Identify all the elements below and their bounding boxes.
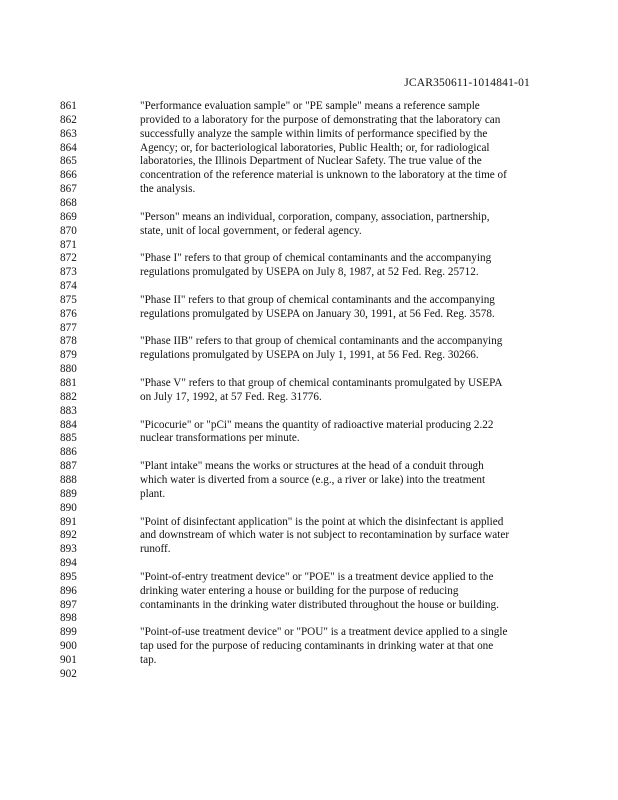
line-text: contaminants in the drinking water distributed throughout the house or building. [140,598,499,611]
line-text: tap used for the purpose of reducing contaminants in drinking water at that one [140,640,494,653]
line-number: 866 [60,169,77,182]
line-number: 895 [60,570,77,583]
line-number: 896 [60,584,77,597]
line-text: "Phase II" refers to that group of chemical contaminants and the accompanying [140,293,495,306]
line-text: and downstream of which water is not subject to recontamination by surface water [140,529,510,542]
line-number: 864 [60,141,77,154]
line-number: 902 [60,667,77,680]
line-text: on July 17, 1992, at 57 Fed. Reg. 31776. [140,390,322,403]
line-text: successfully analyze the sample within limits of performance specified by the [140,127,488,140]
line-text: "Performance evaluation sample" or "PE sample" means a reference sample [140,100,480,112]
line-text: concentration of the reference material is unknown to the laboratory at the time of [140,169,507,182]
line-text: "Person" means an individual, corporation, company, association, partnership, [140,210,490,223]
line-text: runoff. [140,543,171,556]
line-number: 883 [60,404,77,417]
line-number: 875 [60,293,77,306]
line-number: 871 [60,238,77,251]
line-number: 872 [60,252,77,265]
line-number: 865 [60,155,77,168]
line-number: 868 [60,196,77,209]
line-text: "Point-of-use treatment device" or "POU" is a treatment device applied to a single [140,626,508,639]
line-text: "Point of disinfectant application" is the point at which the disinfectant is applied [140,515,504,528]
line-text: nuclear transformations per minute. [140,432,300,445]
line-number: 898 [60,612,77,625]
line-number: 891 [60,515,77,528]
line-number: 880 [60,363,77,376]
line-text: tap. [140,654,157,666]
line-text: plant. [140,487,166,500]
line-text: regulations promulgated by USEPA on July 8, 1987, at 52 Fed. Reg. 25712. [140,266,479,279]
document-id: JCAR350611-1014841-01 [404,77,530,89]
line-number: 889 [60,487,77,500]
line-text: regulations promulgated by USEPA on July 1, 1991, at 56 Fed. Reg. 30266. [140,349,479,362]
line-number: 893 [60,543,77,556]
line-text: drinking water entering a house or building for the purpose of reducing [140,584,459,597]
line-number: 890 [60,501,77,514]
line-number: 862 [60,113,77,126]
line-number: 885 [60,432,77,445]
line-text: provided to a laboratory for the purpose of demonstrating that the laboratory can [140,113,501,126]
line-text: which water is diverted from a source (e.g., a river or lake) into the treatment [140,473,486,486]
line-number: 867 [60,183,77,196]
line-number: 892 [60,529,77,542]
line-text: Agency; or, for bacteriological laboratories, Public Health; or, for radiological [140,141,490,154]
line-text: laboratories, the Illinois Department of Nuclear Safety. The true value of the [140,155,482,168]
line-number: 894 [60,557,77,570]
line-number: 882 [60,390,77,403]
line-text: "Picocurie" or "pCi" means the quantity of radioactive material producing 2.22 [140,418,494,431]
line-text: "Point-of-entry treatment device" or "POE" is a treatment device applied to the [140,570,494,583]
line-number: 899 [60,626,77,639]
line-number: 879 [60,349,77,362]
line-text: the analysis. [140,183,196,196]
line-number: 900 [60,640,77,653]
line-number: 897 [60,598,77,611]
line-number: 876 [60,307,77,320]
line-number: 861 [60,100,77,112]
line-text: "Plant intake" means the works or structures at the head of a conduit through [140,460,484,473]
line-number: 863 [60,127,77,140]
line-number: 877 [60,321,77,334]
line-number: 901 [60,654,77,666]
line-text: "Phase V" refers to that group of chemical contaminants promulgated by USEPA [140,377,503,389]
line-number: 886 [60,446,77,459]
line-text: "Phase I" refers to that group of chemical contaminants and the accompanying [140,252,492,265]
line-number: 888 [60,473,77,486]
line-number: 884 [60,418,77,431]
line-number: 881 [60,377,77,389]
line-number: 873 [60,266,77,279]
line-number: 870 [60,224,77,237]
line-text: "Phase IIB" refers to that group of chemical contaminants and the accompanying [140,335,503,348]
line-number: 878 [60,335,77,348]
line-number: 869 [60,210,77,223]
line-text: regulations promulgated by USEPA on January 30, 1991, at 56 Fed. Reg. 3578. [140,307,495,320]
line-number: 887 [60,460,77,473]
line-text: state, unit of local government, or federal agency. [140,224,362,237]
line-number: 874 [60,280,77,293]
